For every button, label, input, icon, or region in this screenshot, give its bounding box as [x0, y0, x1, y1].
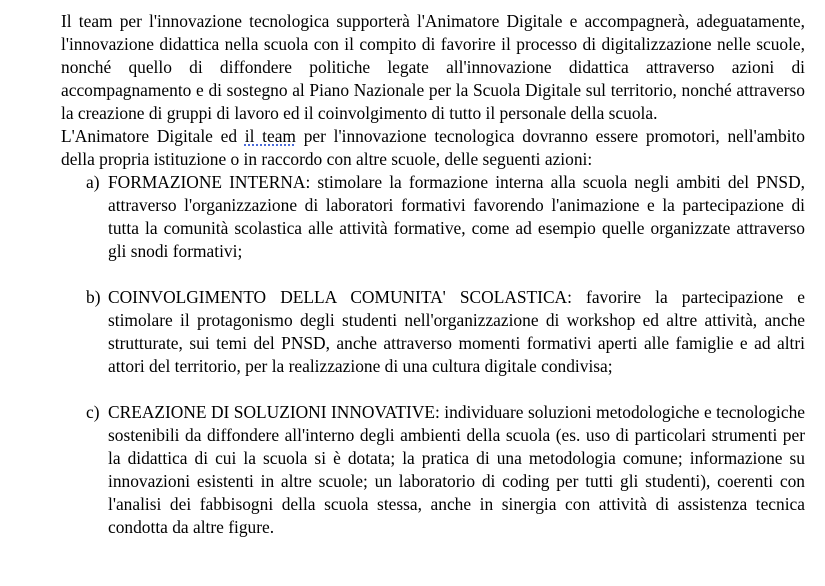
actions-list — [61, 171, 805, 539]
actions-intro-paragraph — [61, 125, 805, 171]
document-page — [61, 10, 805, 539]
list-marker: b) — [86, 287, 101, 307]
spellcheck-flagged-phrase[interactable]: il team — [244, 126, 296, 146]
list-marker: a) — [86, 172, 100, 192]
list-item — [61, 401, 805, 539]
actions-intro-text-end: per l'innovazione tecnologica dovranno essere promotori, nell'ambito della propria istituzione o in raccordo con altre scuole, delle seguenti azioni: — [61, 126, 805, 169]
list-item-text: FORMAZIONE INTERNA: stimolare la formazione interna alla scuola negli ambiti del PNSD, attraverso l'organizzazione di laboratori formativi favorendo l'animazione e la partecipazione di tutta la comunità scolastica alle attività formative, come ad esempio quelle organizzate attraverso gli snodi formativi; — [108, 172, 805, 261]
list-item — [61, 286, 805, 378]
actions-intro-text-start: L'Animatore Digitale ed — [61, 126, 245, 146]
list-item-text: CREAZIONE DI SOLUZIONI INNOVATIVE: individuare soluzioni metodologiche e tecnologiche sostenibili da diffondere all'interno degli ambienti della scuola (es. uso di particolari strumenti per la didattica di cui la scuola si è dotata; la pratica di una metodologia comune; informazione su innovazioni esistenti in altre scuole; un laboratorio di coding per tutti gli studenti), coerenti con l'analisi dei fabbisogni della scuola stessa, anche in sinergia con attività di assistenza tecnica condotta da altre figure. — [108, 402, 805, 537]
list-item — [61, 171, 805, 263]
list-marker: c) — [86, 402, 100, 422]
list-item-text: COINVOLGIMENTO DELLA COMUNITA' SCOLASTICA: favorire la partecipazione e stimolare il protagonismo degli studenti nell'organizzazione di workshop ed altre attività, anche strutturate, sui temi del PNSD, anche attraverso momenti formativi aperti alle famiglie e ad altri attori del territorio, per la realizzazione di una cultura digitale condivisa; — [108, 287, 805, 376]
intro-paragraph: Il team per l'innovazione tecnologica supporterà l'Animatore Digitale e accompagnerà, adeguatamente, l'innovazione didattica nella scuola con il compito di favorire il processo di digitalizzazione nelle scuole, nonché quello di diffondere politiche legate all'innovazione didattica attraverso azioni di accompagnamento e di sostegno al Piano Nazionale per la Scuola Digitale sul territorio, nonché attraverso la creazione di gruppi di lavoro ed il coinvolgimento di tutto il personale della scuola. — [61, 11, 805, 123]
